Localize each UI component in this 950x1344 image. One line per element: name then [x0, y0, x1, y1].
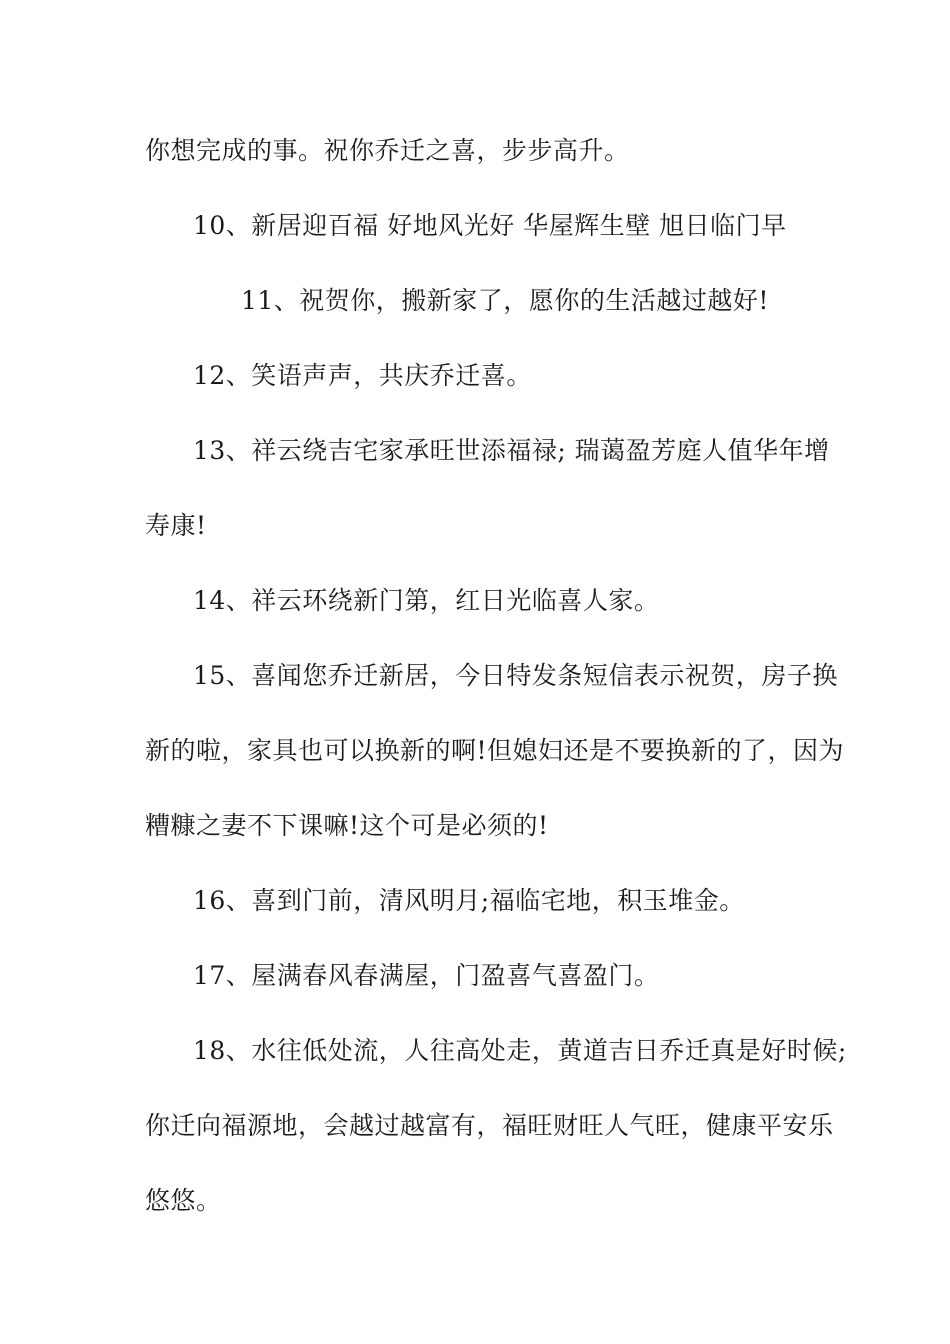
text-line-1: 你想完成的事。祝你乔迁之喜，步步高升。	[145, 136, 630, 165]
text-line-item-18: 18、水往低处流，人往高处走，黄道吉日乔迁真是好时候;	[193, 1036, 847, 1065]
text-line-item-13: 13、祥云绕吉宅家承旺世添福禄; 瑞蔼盈芳庭人值华年增	[193, 436, 830, 465]
text-line-item-15-cont-2: 糟糠之妻不下课嘛!这个可是必须的!	[145, 811, 549, 840]
text-line-item-14: 14、祥云环绕新门第，红日光临喜人家。	[193, 586, 660, 615]
text-line-item-13-cont: 寿康!	[145, 511, 207, 540]
text-line-item-15-cont-1: 新的啦，家具也可以换新的啊!但媳妇还是不要换新的了，因为	[145, 736, 845, 765]
text-line-item-18-cont-1: 你迁向福源地，会越过越富有，福旺财旺人气旺，健康平安乐	[145, 1111, 834, 1140]
text-line-item-18-cont-2: 悠悠。	[145, 1186, 222, 1215]
text-line-item-11: 11、祝贺你，搬新家了，愿你的生活越过越好!	[241, 286, 769, 315]
text-line-item-15: 15、喜闻您乔迁新居，今日特发条短信表示祝贺，房子换	[193, 661, 838, 690]
text-line-item-10: 10、新居迎百福 好地风光好 华屋辉生壁 旭日临门早	[193, 211, 787, 240]
text-line-item-17: 17、屋满春风春满屋，门盈喜气喜盈门。	[193, 961, 660, 990]
text-line-item-12: 12、笑语声声，共庆乔迁喜。	[193, 361, 532, 390]
text-line-item-16: 16、喜到门前，清风明月;福临宅地，积玉堆金。	[193, 886, 745, 915]
